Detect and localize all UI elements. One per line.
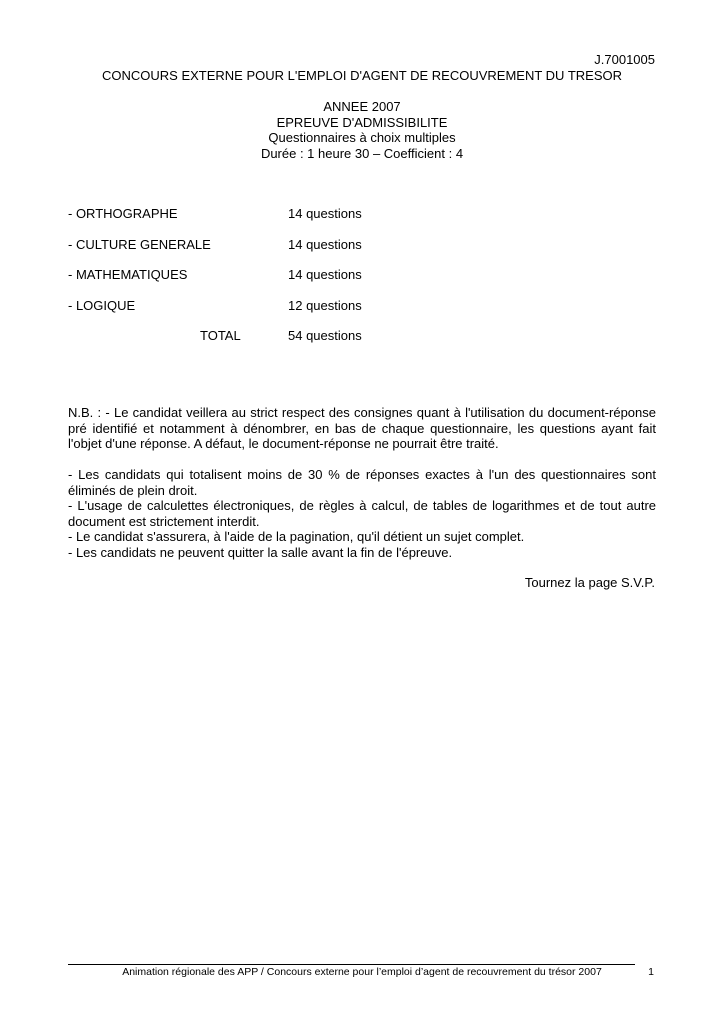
- subject-row: [68, 237, 468, 253]
- subject-count: 14 questions: [288, 206, 362, 221]
- footer-divider: [68, 964, 635, 965]
- rule-item: - Les candidats ne peuvent quitter la salle avant la fin de l'épreuve.: [68, 544, 453, 560]
- rule-item: - Les candidats qui totalisent moins de 30 % de réponses exactes à l'un des questionnaires sont éliminés de plein droit.: [68, 467, 656, 498]
- subject-count: 14 questions: [288, 267, 362, 282]
- nb-text: N.B. : - Le candidat veillera au strict respect des consignes quant à l'utilisation du document-réponse pré identifié et notamment à dénombrer, en bas de chaque questionnaire, les questions ayant fait l'objet d'une réponse. A défaut, le document-réponse ne pourrait être traité.: [68, 405, 656, 451]
- turn-page-note: Tournez la page S.V.P.: [524, 575, 655, 590]
- document-title: CONCOURS EXTERNE POUR L'EMPLOI D'AGENT DE RECOUVREMENT DU TRESOR: [102, 68, 622, 83]
- subjects-list: [68, 206, 468, 359]
- subject-name: - MATHEMATIQUES: [68, 267, 188, 282]
- subject-row: [68, 267, 468, 283]
- subject-name: - LOGIQUE: [68, 297, 136, 313]
- total-label: TOTAL: [200, 328, 241, 343]
- nb-paragraph: [68, 405, 656, 452]
- exam-name: EPREUVE D'ADMISSIBILITE: [276, 114, 448, 130]
- total-row: [68, 328, 468, 344]
- footer-text: Animation régionale des APP / Concours externe pour l’emploi d’agent de recouvrement du trésor 2007: [122, 966, 602, 978]
- exam-duration: Durée : 1 heure 30 – Coefficient : 4: [260, 145, 464, 161]
- document-reference: J.7001005: [594, 52, 655, 67]
- subject-name: - CULTURE GENERALE: [68, 236, 211, 252]
- subject-count: 14 questions: [288, 236, 362, 252]
- exam-format: Questionnaires à choix multiples: [268, 130, 456, 145]
- page-number: 1: [648, 966, 654, 978]
- subject-count: 12 questions: [288, 297, 362, 313]
- rules-list: [68, 467, 656, 560]
- exam-year: ANNEE 2007: [323, 99, 401, 114]
- exam-info-block: [68, 99, 656, 161]
- rule-item: - L'usage de calculettes électroniques, de règles à calcul, de tables de logarithmes et de tout autre document est strictement interdit.: [68, 498, 656, 529]
- total-count: 54 questions: [288, 328, 362, 343]
- subject-row: [68, 206, 468, 222]
- subject-name: - ORTHOGRAPHE: [68, 206, 178, 221]
- subject-row: [68, 298, 468, 314]
- rule-item: - Le candidat s'assurera, à l'aide de la pagination, qu'il détient un sujet complet.: [68, 529, 525, 544]
